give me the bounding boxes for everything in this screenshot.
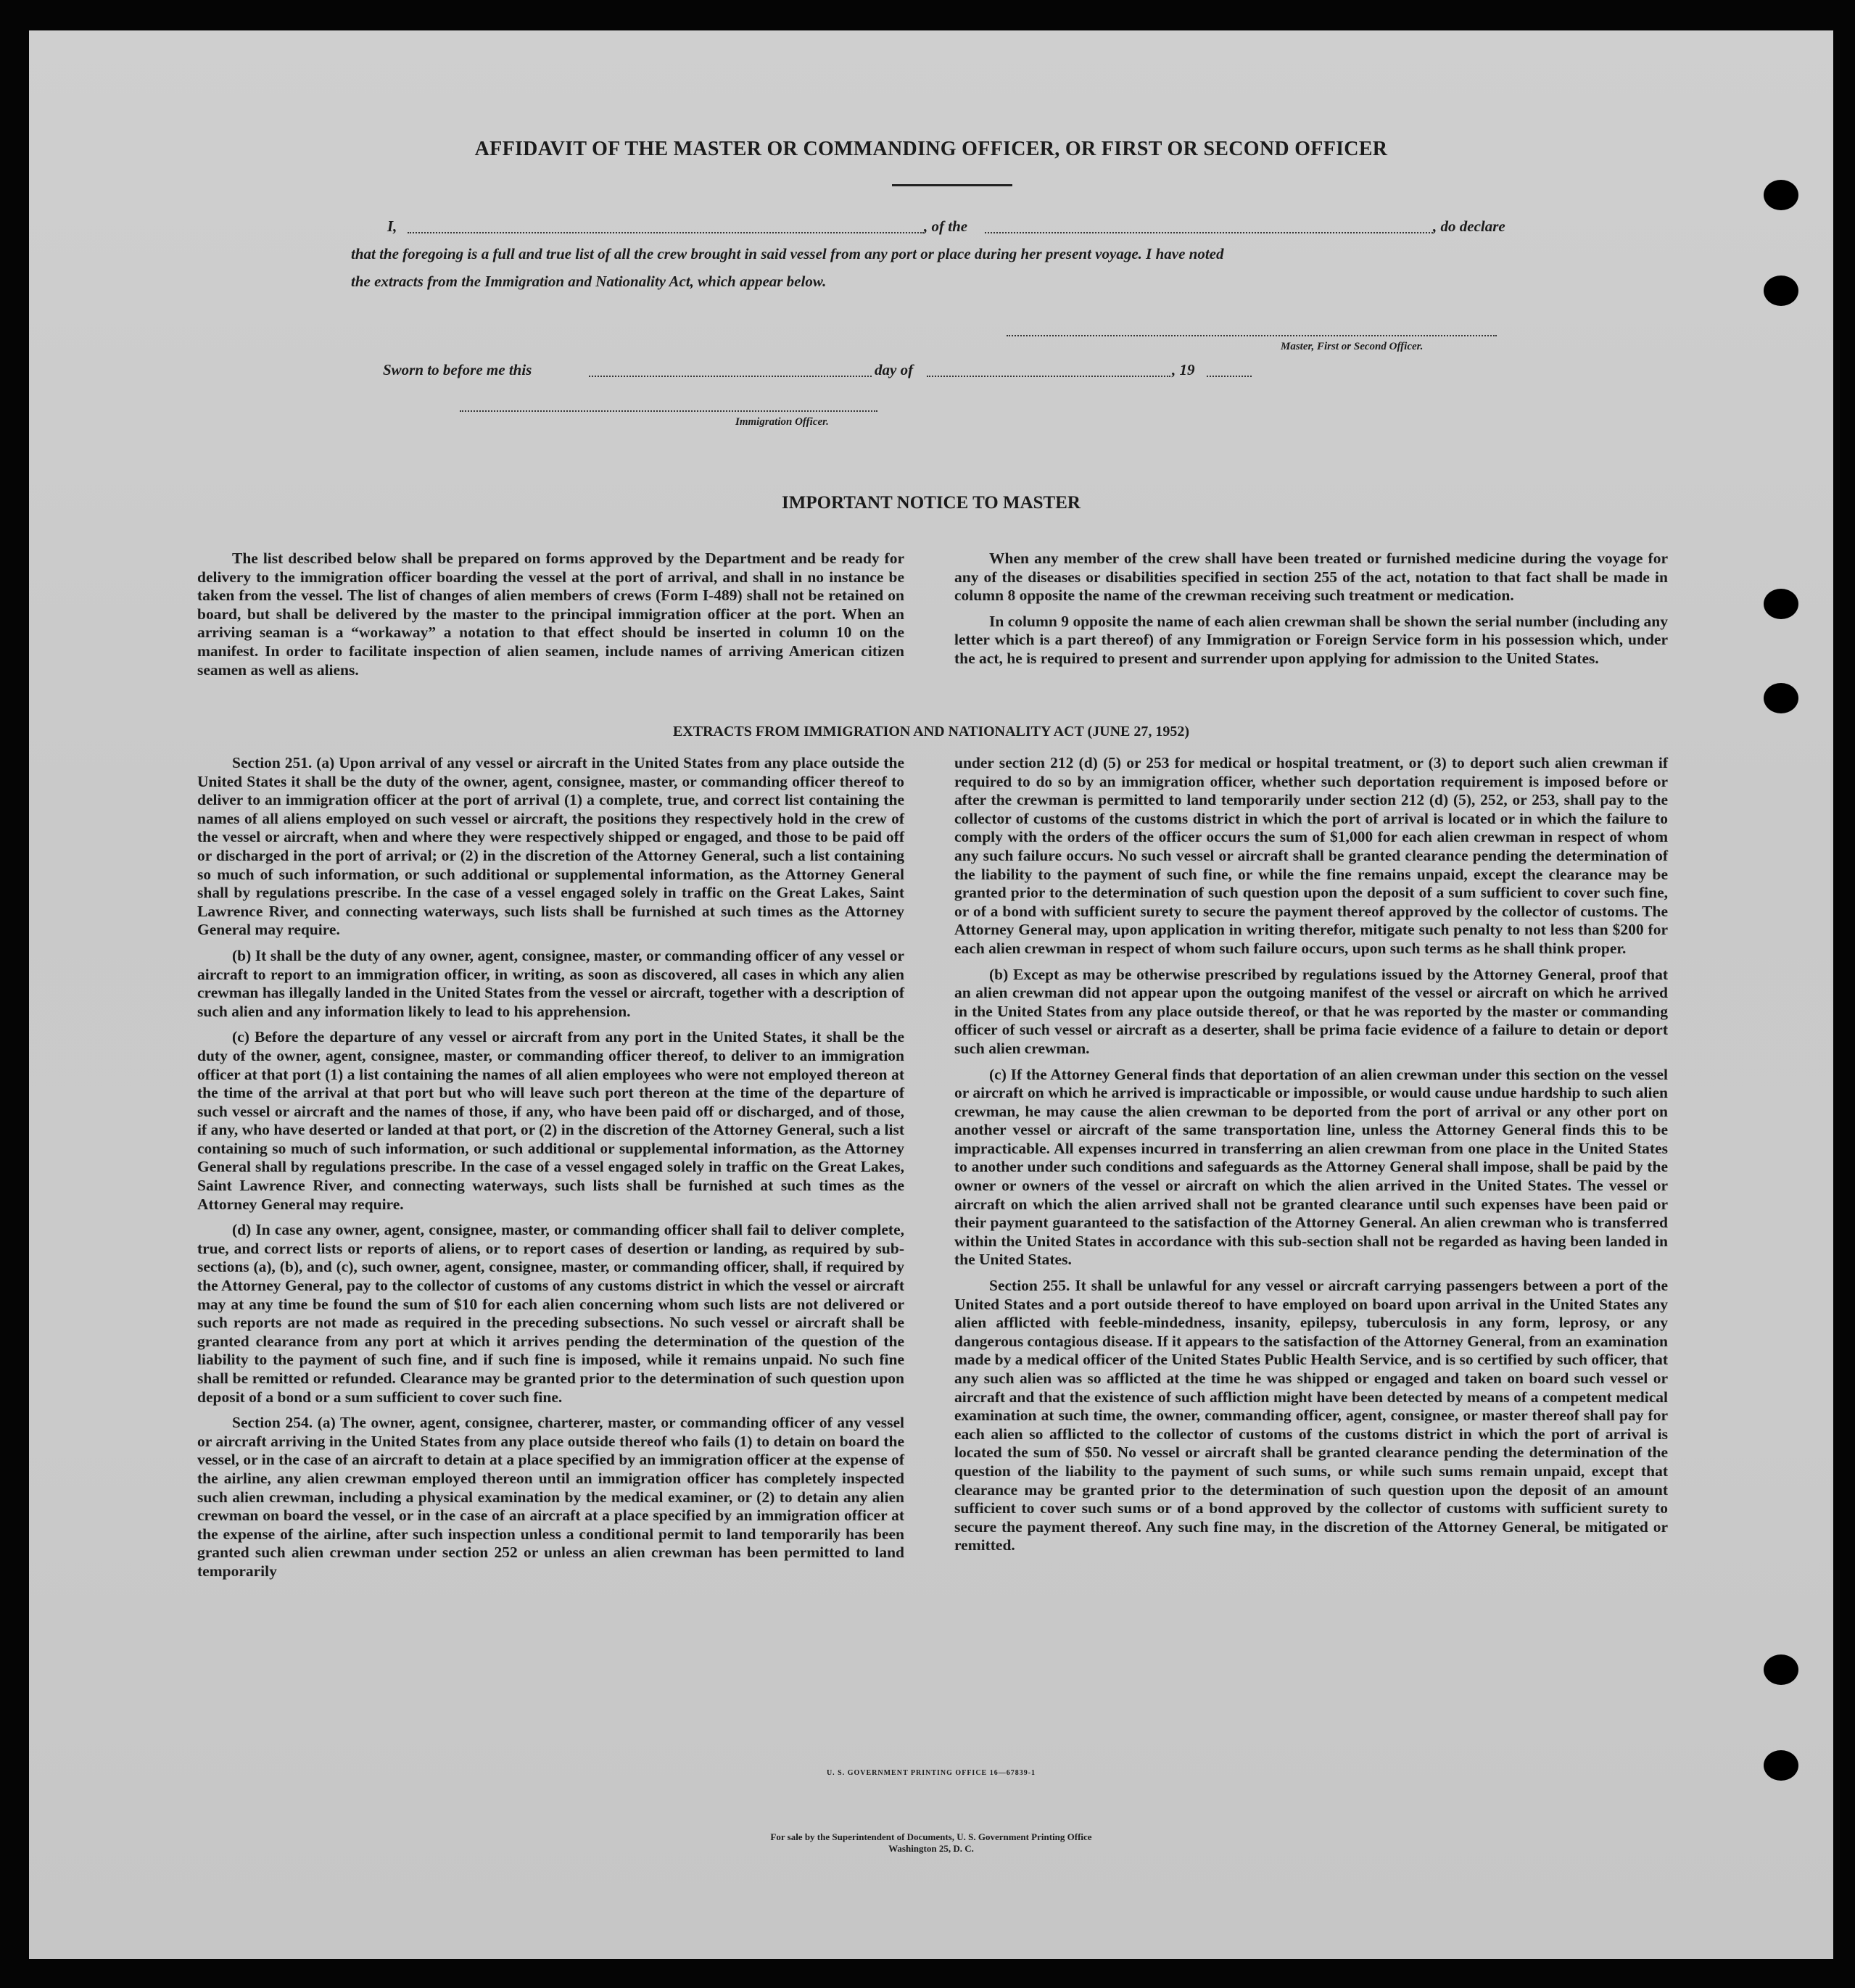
- sale-line-2: Washington 25, D. C.: [888, 1843, 974, 1854]
- sale-line-1: For sale by the Superintendent of Documents, U. S. Government Printing Office: [770, 1831, 1092, 1842]
- name-field[interactable]: [408, 232, 924, 233]
- sworn-year-label: , 19: [1172, 361, 1195, 378]
- sworn-day-field[interactable]: [589, 376, 872, 377]
- section-254b: (b) Except as may be otherwise prescribed by regulations issued by the Attorney General, proof that an alien crewman did not appear upon the outgoing manifest of the vessel or aircraft on which he arrived in the United States from any place outside thereof, or that he was reported by the master or commanding officer of such vessel or aircraft as a deserter, shall be prima facie evidence of a failure to detain or deport such alien crewman.: [954, 965, 1668, 1057]
- notice-title: IMPORTANT NOTICE TO MASTER: [782, 493, 1081, 513]
- notice-right-paragraph-1: When any member of the crew shall have been treated or furnished medicine during the voyage for any of the diseases or disabilities specified in section 255 of the act, notation to that fact shall be made in column 8 opposite the name of the crewman receiving such treatment or medication.: [954, 550, 1668, 605]
- extracts-title: EXTRACTS FROM IMMIGRATION AND NATIONALITY ACT (JUNE 27, 1952): [672, 724, 1190, 740]
- officer-caption: Immigration Officer.: [735, 416, 829, 428]
- affidavit-title: AFFIDAVIT OF THE MASTER OR COMMANDING OFFICER, OR FIRST OR SECOND OFFICER: [474, 138, 1388, 160]
- declare-suffix: , do declare: [1433, 218, 1505, 235]
- declare-prefix: I,: [387, 218, 397, 235]
- declare-line-2: that the foregoing is a full and true list of all the crew brought in said vessel from any port or place during her present voyage. I have noted: [351, 245, 1224, 262]
- sale-notice: [29, 1831, 1833, 1855]
- punch-hole: [1764, 1654, 1798, 1685]
- punch-hole: [1764, 276, 1798, 306]
- section-251c: (c) Before the departure of any vessel or aircraft from any port in the United States, it shall be the duty of the owner, agent, consignee, master, or commanding officer thereof, to deliver to an immigration officer at that port (1) a list containing the names of all alien employees who were not employed thereon at the time of the arrival at that port but who will leave such port thereon at the time of the departure of such vessel or aircraft and the names of those, if any, who have been paid off or discharged, and of those, if any, who have deserted or landed at that port, or (2) in the discretion of the Attorney General, such a list containing so much of such information, or such additional or supplemental information, as the Attorney General shall by regulations prescribe. In the case of a vessel engaged solely in traffic on the Great Lakes, Saint Lawrence River, and connecting waterways, such lists shall be furnished at such times as the Attorney General may require.: [197, 1028, 904, 1213]
- sworn-day-label: day of: [875, 361, 914, 378]
- officer-signature-line[interactable]: [460, 410, 877, 412]
- section-251a: Section 251. (a) Upon arrival of any vessel or aircraft in the United States from any place outside the United States it shall be the duty of the owner, agent, consignee, master, or commanding officer thereof to deliver to an immigration officer at the port of arrival (1) a complete, true, and correct list containing the names of all aliens employed on such vessel or aircraft, the positions they respectively hold in the crew of the vessel or aircraft, when and where they were respectively shipped or engaged, and those to be paid off or discharged in the port of arrival; or (2) in the discretion of the Attorney General, such a list containing so much of such information, or such additional or supplemental information, as the Attorney General shall by regulations prescribe. In the case of a vessel engaged solely in traffic on the Great Lakes, Saint Lawrence River, and connecting waterways, such lists shall be furnished at such times as the Attorney General may require.: [197, 754, 904, 939]
- sworn-prefix: Sworn to before me this: [383, 361, 532, 378]
- punch-hole: [1764, 683, 1798, 713]
- title-rule: [892, 184, 1012, 186]
- punch-hole: [1764, 180, 1798, 210]
- vessel-field[interactable]: [985, 232, 1433, 233]
- section-254a: Section 254. (a) The owner, agent, consignee, charterer, master, or commanding officer of any vessel or aircraft arriving in the United States from any place outside thereof who fails (1) to detain on board the vessel, or in the case of an aircraft to detain at a place specified by an immigration officer at the expense of the airline, any alien crewman employed thereon until an immigration officer has completely inspected such alien crewman, including a physical examination by the medical examiner, or (2) to detain any alien crewman on board the vessel, or in the case of an aircraft at a place specified by an immigration officer at the expense of the airline, after such inspection unless a conditional permit to land temporarily has been granted such alien crewman under section 252 or unless an alien crewman has been permitted to land temporarily: [197, 1414, 904, 1580]
- punch-hole: [1764, 1750, 1798, 1781]
- punch-hole: [1764, 589, 1798, 619]
- master-caption: Master, First or Second Officer.: [1281, 341, 1424, 352]
- sworn-month-field[interactable]: [927, 376, 1170, 377]
- section-251b: (b) It shall be the duty of any owner, agent, consignee, master, or commanding officer of any vessel or aircraft to report to an immigration officer, in writing, as soon as discovered, all cases in which any alien crewman has illegally landed in the United States from the vessel or aircraft, together with a description of such alien and any information likely to lead to his apprehension.: [197, 946, 904, 1020]
- declare-middle: , of the: [924, 218, 968, 235]
- form-back-page: [29, 30, 1833, 1959]
- extracts-right-column: [954, 754, 1668, 1557]
- section-255: Section 255. It shall be unlawful for any vessel or aircraft carrying passengers between a port of the United States and a port outside thereof to have employed on board upon arrival in the United States any alien afflicted with feeble-mindedness, insanity, epilepsy, tuberculosis in any form, leprosy, or any dangerous contagious disease. If it appears to the satisfaction of the Attorney General, from an examination made by a medical officer of the United States Public Health Service, and is so certified by such officer, that any such alien was so afflicted at the time he was shipped or engaged and taken on board such vessel or aircraft and that the existence of such affliction might have been detected by means of a competent medical examination at such time, the owner, commanding officer, agent, consignee, or master thereof shall pay for each alien so afflicted to the collector of customs of the customs district in which the port of arrival is located the sum of $50. No vessel or aircraft shall be granted clearance pending the determination of the question of the liability to the payment of such sums, or while such sums remain unpaid, except that clearance may be granted prior to the determination of such question upon the deposit of an amount sufficient to cover such sums or of a bond approved by the collector of customs with sufficient surety to secure the payment thereof. Any such fine may, in the discretion of the Attorney General, be mitigated or remitted.: [954, 1277, 1668, 1554]
- extracts-left-column: [197, 754, 904, 1583]
- notice-left-paragraph: The list described below shall be prepared on forms approved by the Department and be ready for delivery to the immigration officer boarding the vessel at the port of arrival, and shall in no instance be taken from the vessel. The list of changes of alien members of crews (Form I-489) shall not be retained on board, but shall be delivered by the master to the principal immigration officer at the port. When an arriving seaman is a “workaway” a notation to that effect should be inserted in column 10 on the manifest. In order to facilitate inspection of alien seamen, include names of arriving American citizen seamen as well as aliens.: [197, 550, 904, 679]
- section-254c: (c) If the Attorney General finds that deportation of an alien crewman under this section on the vessel or aircraft on which he arrived is impracticable or impossible, or would cause undue hardship to such alien crewman, he may cause the alien crewman to be deported from the port of arrival or any other port on another vessel or aircraft of the same transportation line, unless the Attorney General finds this to be impracticable. All expenses incurred in transferring an alien crewman from one place in the United States to another under such conditions and safeguards as the Attorney General shall impose, shall be paid by the owner or owners of the vessel or aircraft on which the alien arrived in the United States. The vessel or aircraft on which the alien arrived shall not be granted clearance until such expenses have been paid or their payment guaranteed to the satisfaction of the Attorney General. An alien crewman who is transferred within the United States in accordance with this sub-section shall not be regarded as having been landed in the United States.: [954, 1065, 1668, 1269]
- section-254a-continued: under section 212 (d) (5) or 253 for medical or hospital treatment, or (3) to deport such alien crewman if required to do so by an immigration officer, whether such deportation requirement is imposed before or after the crewman is permitted to land temporarily under section 212 (d) (5), 252, or 253, shall pay to the collector of customs of the customs district in which the port of arrival is located or in which the failure to comply with the orders of the officer occurs the sum of $1,000 for each alien crewman in respect of whom any such failure occurs. No such vessel or aircraft shall be granted clearance pending the determination of the liability to the payment of such fine, or while the fine remains unpaid, except the clearance may be granted prior to the determination of such question upon the deposit of a sum sufficient to cover such fine, or of a bond with sufficient surety to secure the payment thereof approved by the collector of customs. The Attorney General may, upon application in writing therefor, mitigate such penalty to not less than $200 for each alien crewman in respect of whom such failure occurs, upon such terms as he shall think proper.: [954, 754, 1668, 957]
- master-signature-line[interactable]: [1007, 335, 1497, 336]
- notice-right-column: [954, 550, 1668, 670]
- declare-line-3: the extracts from the Immigration and Nationality Act, which appear below.: [351, 273, 827, 290]
- punch-holes: [1748, 30, 1833, 1959]
- sworn-year-field[interactable]: [1207, 376, 1252, 377]
- notice-left-column: [197, 550, 904, 681]
- printing-office-note: U. S. GOVERNMENT PRINTING OFFICE 16—67839-1: [826, 1769, 1036, 1777]
- notice-right-paragraph-2: In column 9 opposite the name of each alien crewman shall be shown the serial number (including any letter which is a part thereof) of any Immigration or Foreign Service form in his possession which, under the act, he is required to present and surrender upon applying for admission to the United States.: [954, 612, 1668, 667]
- section-251d: (d) In case any owner, agent, consignee, master, or commanding officer shall fail to deliver complete, true, and correct lists or reports of aliens, or to report cases of desertion or landing, as required by sub-sections (a), (b), and (c), such owner, agent, consignee, master, or commanding officer, shall, if required by the Attorney General, pay to the collector of customs of any customs district in which the vessel or aircraft may at any time be found the sum of $10 for each alien concerning whom such lists are not delivered or such reports are not made as required in the preceding subsections. No such vessel or aircraft shall be granted clearance from any port at which it arrives pending the determination of the question of the liability to the payment of such fine, and if such fine is imposed, while it remains unpaid. No such fine shall be remitted or refunded. Clearance may be granted prior to the determination of such question upon deposit of a bond or a sum sufficient to cover such fine.: [197, 1221, 904, 1406]
